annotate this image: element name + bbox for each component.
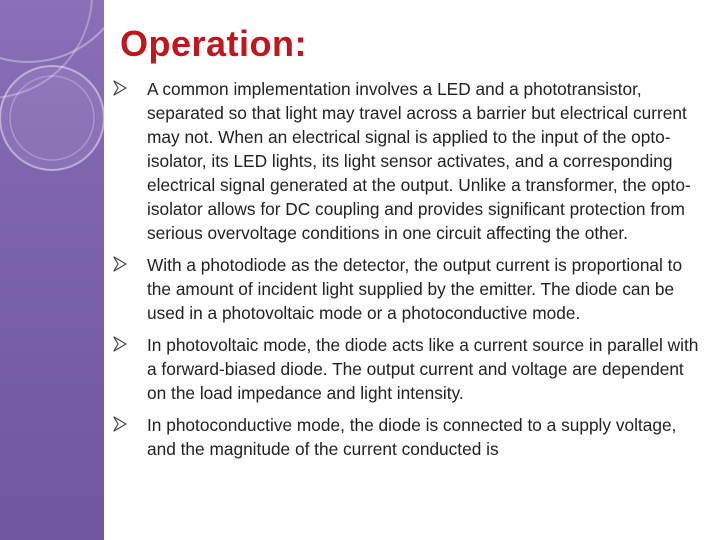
list-item xyxy=(113,413,705,461)
list-item xyxy=(113,253,705,325)
bullet-text: A common implementation involves a LED and a phototransistor, separated so that light may travel across a barrier but electrical current may not. When an electrical signal is applied to the input of the opto-isolator, its LED lights, its light sensor activates, and a corresponding electrical signal generated at the output. Unlike a transformer, the opto-isolator allows for DC coupling and provides significant protection from serious overvoltage conditions in one circuit affecting the other. xyxy=(147,79,691,243)
arrow-bullet-icon xyxy=(113,80,127,96)
list-item xyxy=(113,77,705,245)
slide-title: Operation: xyxy=(120,23,308,64)
arrow-bullet-icon xyxy=(113,336,127,352)
bullet-text: In photoconductive mode, the diode is connected to a supply voltage, and the magnitude of the current conducted is xyxy=(147,415,677,459)
bullet-text: In photovoltaic mode, the diode acts like a current source in parallel with a forward-biased diode. The output current and voltage are dependent on the load impedance and light intensity. xyxy=(147,335,699,403)
decorative-side-strip xyxy=(0,0,104,540)
bullet-text: With a photodiode as the detector, the output current is proportional to the amount of incident light supplied by the emitter. The diode can be used in a photovoltaic mode or a photoconductive mode. xyxy=(147,255,683,323)
arrow-bullet-icon xyxy=(113,416,127,432)
bullet-list xyxy=(113,77,705,469)
arrow-bullet-icon xyxy=(113,256,127,272)
list-item xyxy=(113,333,705,405)
